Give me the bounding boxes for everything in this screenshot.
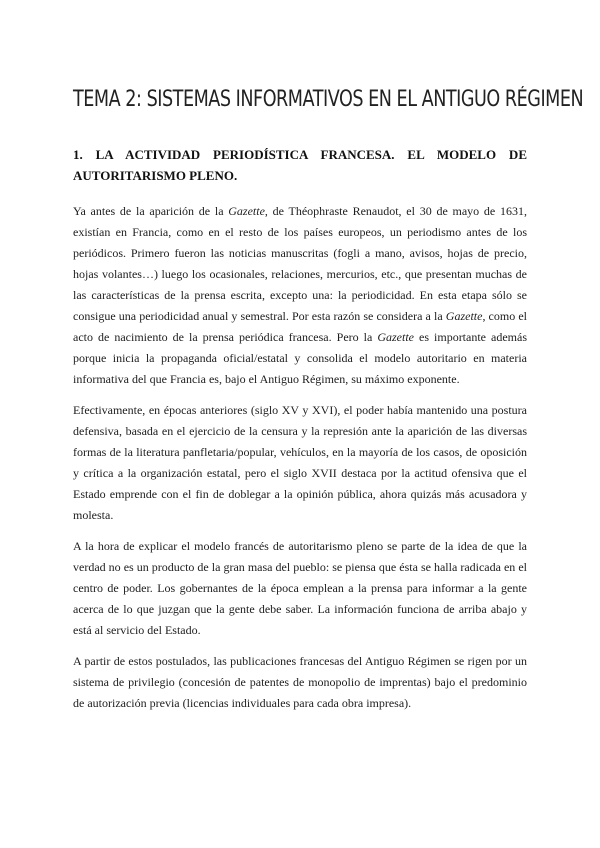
paragraph-1-text: , como el acto de nacimiento de la prensa periódica francesa. Pero la [73, 309, 527, 344]
document-title: TEMA 2: SISTEMAS INFORMATIVOS EN EL ANTIGUO RÉGIMEN [73, 87, 584, 112]
section-heading: 1. LA ACTIVIDAD PERIODÍSTICA FRANCESA. EL MODELO DE AUTORITARISMO PLENO. [73, 147, 527, 183]
gazette-italic: Gazette [445, 309, 483, 323]
paragraph-3: A la hora de explicar el modelo francés de autoritarismo pleno se parte de la idea de que la verdad no es un producto de la gran masa del pueblo: se piensa que ésta se halla radicada en el centro de poder. Los gobernantes de la época emplean a la prensa para informar a la gente acerca de lo que juzgan que la gente debe saber. La información funciona de arriba abajo y está al servicio del Estado. [73, 539, 527, 637]
paragraph-1-text: Ya antes de la aparición de la [73, 204, 229, 218]
paragraph-1-text: , de Théophraste Renaudot, el 30 de mayo de 1631, existían en Francia, como en el resto de los países europeos, un periodismo antes de los periódicos. Primero fueron las noticias manuscritas (fogli a mano, avisos, hojas de precio, hojas volantes…) luego los ocasionales, relaciones, mercurios, etc., que presentan muchas de las características de la prensa escrita, excepto una: la periodicidad. En esta etapa sólo se consigue una periodicidad anual y semestral. Por esta razón se considera a la [73, 204, 527, 323]
paragraph-1 [73, 201, 527, 390]
gazette-italic: Gazette [377, 330, 414, 344]
paragraph-4: A partir de estos postulados, las publicaciones francesas del Antiguo Régimen se rigen por un sistema de privilegio (concesión de patentes de monopolio de imprentas) bajo el predominio de autorización previa (licencias individuales para cada obra impresa). [73, 654, 527, 710]
paragraph-2: Efectivamente, en épocas anteriores (siglo XV y XVI), el poder había mantenido una postura defensiva, basada en el ejercicio de la censura y la represión ante la aparición de las diversas formas de la literatura panfletaria/popular, vehículos, en la mayoría de los casos, de oposición y crítica a la organización estatal, pero el siglo XVII destaca por la actitud ofensiva que el Estado emprende con el fin de doblegar a la opinión pública, ahora quizás más acusadora y molesta. [73, 403, 527, 522]
paragraph-1-text: es importante además porque inicia la propaganda oficial/estatal y consolida el modelo autoritario en materia informativa del que Francia es, bajo el Antiguo Régimen, su máximo exponente. [73, 330, 528, 386]
gazette-italic: Gazette [228, 204, 265, 218]
